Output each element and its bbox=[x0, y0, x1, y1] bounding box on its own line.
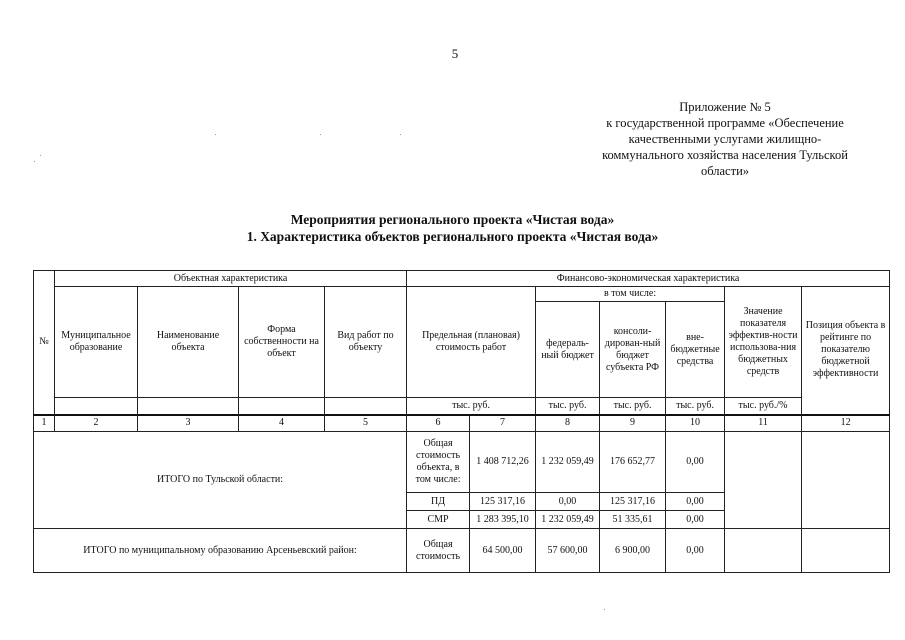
total-district-label: ИТОГО по муниципальному образованию Арсеньевский район: bbox=[34, 529, 407, 573]
column-number: 12 bbox=[802, 415, 890, 432]
column-number: 5 bbox=[325, 415, 407, 432]
header-federal: федераль-ный бюджет bbox=[536, 302, 600, 398]
row-name: Общая стоимость bbox=[407, 529, 470, 573]
page-number: 5 bbox=[451, 46, 459, 61]
objects-table bbox=[33, 270, 890, 573]
unit-extra: тыс. руб. bbox=[666, 398, 725, 415]
cell-consolidated: 176 652,77 bbox=[600, 432, 666, 493]
row-name: СМР bbox=[407, 511, 470, 529]
table-row bbox=[34, 529, 890, 573]
column-number: 4 bbox=[239, 415, 325, 432]
document-title: Мероприятия регионального проекта «Чистая вода» bbox=[290, 212, 615, 227]
appendix-line: Приложение № 5 bbox=[679, 100, 771, 114]
column-number: 2 bbox=[55, 415, 138, 432]
cell-rating bbox=[802, 529, 890, 573]
column-number: 9 bbox=[600, 415, 666, 432]
header-ownership: Форма собственности на объект bbox=[239, 287, 325, 398]
column-number: 1 bbox=[34, 415, 55, 432]
header-num: № bbox=[34, 271, 55, 415]
column-number: 8 bbox=[536, 415, 600, 432]
header-work-type: Вид работ по объекту bbox=[325, 287, 407, 398]
title-block bbox=[0, 211, 905, 245]
appendix-line: к государственной программе «Обеспечение bbox=[606, 116, 844, 130]
cell-cost: 125 317,16 bbox=[470, 493, 536, 511]
cell-cost: 1 283 395,10 bbox=[470, 511, 536, 529]
header-consolidated: консоли-дирован-ный бюджет субъекта РФ bbox=[600, 302, 666, 398]
cell-federal: 1 232 059,49 bbox=[536, 511, 600, 529]
cell-extra: 0,00 bbox=[666, 432, 725, 493]
cell-efficiency bbox=[725, 529, 802, 573]
header-max-cost: Предельная (плановая) стоимость работ bbox=[407, 287, 536, 398]
header-including: в том числе: bbox=[536, 287, 725, 302]
column-number: 7 bbox=[470, 415, 536, 432]
scan-speck bbox=[400, 134, 401, 135]
row-name: ПД bbox=[407, 493, 470, 511]
column-number: 10 bbox=[666, 415, 725, 432]
table-row bbox=[34, 432, 890, 493]
scan-speck bbox=[40, 155, 41, 156]
scan-speck bbox=[320, 134, 321, 135]
appendix-line: качественными услугами жилищно- bbox=[628, 132, 822, 146]
cell-federal: 57 600,00 bbox=[536, 529, 600, 573]
cell-rating bbox=[802, 432, 890, 529]
total-region-label: ИТОГО по Тульской области: bbox=[34, 432, 407, 529]
column-number: 3 bbox=[138, 415, 239, 432]
header-object-group: Объектная характеристика bbox=[55, 271, 407, 287]
cell-federal: 0,00 bbox=[536, 493, 600, 511]
scan-speck bbox=[604, 609, 605, 610]
cell-cost: 1 408 712,26 bbox=[470, 432, 536, 493]
column-number: 11 bbox=[725, 415, 802, 432]
column-number: 6 bbox=[407, 415, 470, 432]
cell-extra: 0,00 bbox=[666, 511, 725, 529]
header-units-blank bbox=[55, 398, 138, 415]
cell-efficiency bbox=[725, 432, 802, 529]
header-extra: вне-бюджетные средства bbox=[666, 302, 725, 398]
header-units-blank bbox=[239, 398, 325, 415]
unit-consolidated: тыс. руб. bbox=[600, 398, 666, 415]
appendix-block bbox=[575, 99, 875, 179]
appendix-line: коммунального хозяйства населения Тульской bbox=[602, 148, 848, 162]
row-name: Общая стоимость объекта, в том числе: bbox=[407, 432, 470, 493]
header-units-blank bbox=[325, 398, 407, 415]
scan-speck bbox=[34, 161, 35, 162]
cell-federal: 1 232 059,49 bbox=[536, 432, 600, 493]
header-object-name: Наименование объекта bbox=[138, 287, 239, 398]
header-units-blank bbox=[138, 398, 239, 415]
document-subtitle: 1. Характеристика объектов регионального проекта «Чистая вода» bbox=[246, 229, 659, 244]
unit-federal: тыс. руб. bbox=[536, 398, 600, 415]
header-rating: Позиция объекта в рейтинге по показателю бюджетной эффективности bbox=[802, 287, 890, 415]
unit-cost: тыс. руб. bbox=[407, 398, 536, 415]
unit-efficiency: тыс. руб./% bbox=[725, 398, 802, 415]
cell-cost: 64 500,00 bbox=[470, 529, 536, 573]
scan-speck bbox=[215, 134, 216, 135]
appendix-line: области» bbox=[700, 164, 750, 178]
cell-extra: 0,00 bbox=[666, 493, 725, 511]
cell-consolidated: 51 335,61 bbox=[600, 511, 666, 529]
cell-consolidated: 6 900,00 bbox=[600, 529, 666, 573]
header-finance-group: Финансово-экономическая характеристика bbox=[407, 271, 890, 287]
cell-extra: 0,00 bbox=[666, 529, 725, 573]
header-efficiency: Значение показателя эффектив-ности использова-ния бюджетных средств bbox=[725, 287, 802, 398]
header-municipality: Муниципальное образование bbox=[55, 287, 138, 398]
cell-consolidated: 125 317,16 bbox=[600, 493, 666, 511]
